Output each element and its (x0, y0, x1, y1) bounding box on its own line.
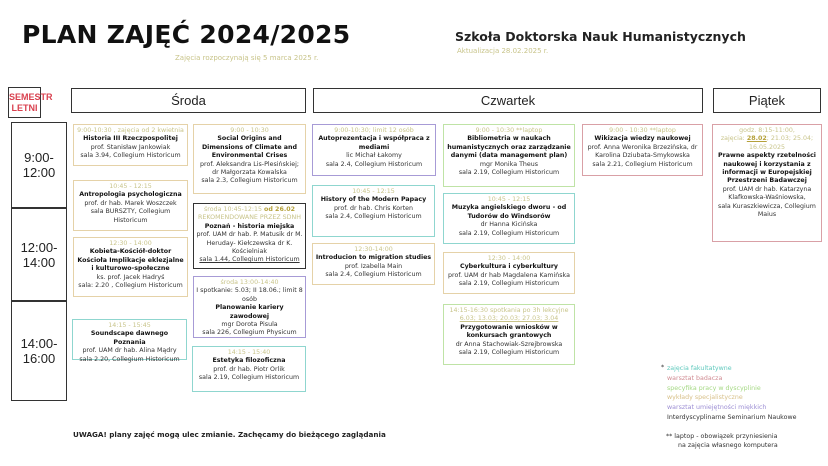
page-title: PLAN ZAJĘĆ 2024/2025 (22, 20, 351, 49)
school-name: Szkoła Doktorska Nauk Humanistycznych (455, 29, 746, 44)
course-note: REKOMENDOWANE PRZEZ SDNH (198, 214, 301, 222)
course-dates-rest: ; 21.03; 25.04; 16.05.2025 (748, 135, 814, 151)
course-card (193, 276, 306, 338)
legend-item-seminarium: Interdyscyplinarne Seminarium Naukowe (667, 413, 797, 421)
course-lecturer: prof. Anna Weronika Brzezińska, dr Karolina Dziubata-Smykowska (587, 143, 698, 160)
course-room: sala BURSZTY, Collegium Historicum (90, 208, 171, 224)
time-slot-morning (11, 122, 67, 208)
course-time: 9:00-10:30 , zajęcia od 2 kwietnia (77, 127, 184, 134)
course-room: sala 2.19, Collegium Historicum (458, 229, 560, 237)
course-time: 12:30 - 14:00 (109, 240, 152, 247)
course-lecturer: dr Anna Stachowiak-Szrejbrowska (455, 340, 563, 348)
course-card (443, 304, 575, 365)
course-title: Estetyka filozoficzna (212, 357, 286, 365)
course-time: godz. 8:15-11:00, (739, 127, 795, 134)
course-title: Social Origins and Dimensions of Climate and Environmental Crises (201, 135, 298, 160)
course-title: Soundscape dawnego Poznania (90, 330, 169, 346)
course-card (312, 185, 435, 237)
course-room: sala 2.19, Collegium Historicum (458, 349, 560, 357)
course-time: 14:15 - 15:40 (227, 349, 271, 356)
legend-item-specyfika: specyfika pracy w dyscyplinie (667, 384, 761, 392)
course-start-date: od 26.02 (264, 206, 295, 213)
course-time: 14:15-16:30 spotkania po 3h lekcyjne (449, 307, 569, 314)
course-card (193, 124, 306, 194)
course-room: sala 2.4, Collegium Historicum (325, 160, 423, 168)
course-room: sala 2.19, Collegium Historicum (458, 169, 560, 177)
laptop-note-line2: na zajęcia własnego komputera (678, 442, 778, 449)
course-title: Kobieta-Kościół-doktor Kościoła Implikacje eklezjalne i kulturowo-społeczne (77, 248, 184, 273)
time-slot-start: 9:00- (24, 150, 54, 165)
course-title: Bibliometria w naukach humanistycznych oraz zarządzanie danymi (data management plan) (447, 135, 571, 160)
legend-star: * (661, 364, 665, 371)
course-card (73, 180, 188, 231)
time-slot-end: 16:00 (22, 351, 56, 366)
course-card (712, 124, 822, 242)
course-lecturer: mgr Monika Theus (479, 160, 539, 168)
course-time: 10:45 - 12:15 (109, 183, 152, 190)
course-card (193, 203, 306, 269)
course-room: sala 2.4, Collegium Historicum (325, 213, 422, 221)
course-lecturer: ks. prof. Jacek Hadryś (96, 273, 165, 281)
course-lecturer: prof. dr hab. Chris Korten (333, 204, 414, 212)
course-lecturer: prof. Izabella Main (344, 262, 403, 270)
course-title: Wikizacja wiedzy naukowej (594, 135, 691, 143)
course-time: 10:45 - 12:15 (352, 188, 395, 195)
semester-label (8, 87, 53, 118)
legend-item-miekkie: warsztat umiejętności miękkich (667, 404, 767, 412)
course-title: Przygotowanie wniosków w konkursach grantowych (460, 323, 558, 340)
course-room: sala 2.3, Collegium Historicum (201, 177, 298, 185)
legend-item-warsztat-badacza: warsztat badacza (667, 374, 723, 382)
start-note: Zajęcia rozpoczynają się 5 marca 2025 r. (175, 54, 319, 62)
course-lecturer: prof. Aleksandra Lis-Plesińskiej; dr Małgorzata Kowalska (200, 160, 299, 177)
course-time: 12:30-14:00 (354, 246, 393, 253)
course-room: sala 2.19, Collegium Historicum (198, 374, 300, 382)
day-header-piatek: Piątek (713, 88, 821, 113)
course-room: sala Kuraszkiewicza, Collegium Maius (718, 202, 816, 219)
course-time: 9:00 - 10:30 **laptop (475, 127, 543, 134)
course-room: sala 226, Collegium Physicum (202, 329, 297, 337)
course-lecturer: prof. UAM dr hab. Alina Mądry (82, 347, 177, 355)
course-lecturer: mgr Dorota Pisula (221, 321, 278, 329)
course-title: Planowanie kariery zawodowej (215, 304, 284, 320)
course-title: Historia III Rzeczpospolitej (83, 135, 178, 143)
course-time-text: środa 10:45-12:15 (204, 206, 263, 213)
course-title: Prawne aspekty rzetelności naukowej i korzystania z informacji w Europejskiej Przestrzeni Badawczej (718, 152, 816, 185)
course-card (443, 124, 575, 187)
course-card (312, 243, 435, 285)
course-time: 12:30 - 14:00 (487, 255, 531, 262)
legend-item-wyklady: wykłady specjalistyczne (667, 394, 743, 402)
time-slot-start: 14:00- (20, 336, 58, 351)
course-time: 14:15 - 15:45 (108, 322, 151, 329)
course-lecturer: prof. UAM dr hab. Katarzyna Klafkowska-Waśniowska, (722, 185, 812, 202)
semester-line2: LETNI (11, 103, 38, 113)
course-dates (715, 135, 819, 152)
course-time: 10:45 - 12:15 (487, 196, 531, 203)
course-room: sala: 2.20 , Collegium Historicum (78, 282, 183, 290)
course-time (196, 206, 303, 214)
course-title: History of the Modern Papacy (320, 196, 427, 204)
warning-note: UWAGA! plany zajęć mogą ulec zmianie. Zachęcamy do bieżącego zaglądania (73, 430, 386, 439)
course-lecturer: prof. dr hab. Marek Woszczek (84, 199, 177, 207)
course-time: środa 13:00-14:40 (220, 279, 279, 286)
course-card (582, 124, 703, 176)
course-time: 9:00 - 10:30 (230, 127, 269, 134)
course-card (443, 252, 575, 294)
time-slot-end: 14:00 (22, 254, 56, 270)
course-room: sala 3.94, Collegium Historicum (80, 152, 181, 160)
course-room: sala 2.4, Collegium Historicum (325, 271, 422, 279)
course-time: 9:00-10:30; limit 12 osób (334, 127, 414, 134)
course-title: Muzyka angielskiego dworu - od Tudorów do Windsorów (451, 204, 567, 220)
course-card (73, 237, 188, 297)
course-note: I spotkanie: 5.03; II 18.06.; limit 8 osób (196, 287, 303, 303)
course-title: Poznań - historia miejska (204, 222, 295, 230)
semester-line1: SEMESTR (9, 92, 53, 102)
course-room: sala 2.20, Collegium Historicum (79, 355, 180, 363)
course-room: sala 1.44, Collegium Historicum (199, 256, 300, 264)
course-lecturer: dr Hanna Kicińska (480, 221, 538, 229)
laptop-note (666, 432, 778, 450)
course-title: Cyberkultura i cyberkultury (459, 263, 559, 271)
course-card (312, 124, 436, 176)
laptop-note-line1: ** laptop - obowiązek przyniesienia (666, 433, 778, 440)
course-lecturer: prof. dr hab. Piotr Orlik (213, 365, 285, 373)
course-time: 9:00 - 10:30 **laptop (609, 127, 676, 134)
course-dates-prefix: zajęcia: (720, 135, 745, 143)
course-title: Introducion to migration studies (315, 254, 432, 262)
course-title: Antropologia psychologiczna (79, 191, 182, 199)
course-card (72, 319, 187, 363)
time-slot-midday (11, 208, 67, 301)
course-dates: 6.03; 13.03; 20.03; 27.03; 3.04 (459, 315, 559, 323)
course-room: sala 2.19, Collegium Historicum (458, 280, 560, 288)
course-lecturer: prof. Stanisław Jankowiak (90, 143, 171, 151)
course-room: sala 2.21, Collegium Historicum (592, 160, 693, 168)
course-lecturer: lic Michał Łakomy (346, 152, 402, 160)
course-lecturer: prof. UAM dr hab. P. Matusik dr M. Heruday- Kiełczewska dr K. Kościelniak (196, 231, 303, 256)
update-date: Aktualizacja 28.02.2025 r. (457, 47, 549, 55)
course-card (73, 124, 188, 166)
legend (661, 364, 797, 423)
course-dates-highlight: 28.02 (746, 135, 767, 143)
time-slot-start: 12:00- (20, 239, 58, 255)
legend-item-fakultatywne: zajęcia fakultatywne (667, 365, 732, 372)
day-header-czwartek: Czwartek (313, 88, 703, 113)
course-card (443, 193, 575, 244)
course-title: Autoprezentacja i współpraca z mediami (318, 135, 430, 151)
time-slot-end: 12:00 (22, 165, 56, 180)
course-lecturer: prof. UAM dr hab Magdalena Kamińska (448, 271, 570, 279)
time-slot-afternoon (11, 301, 67, 401)
day-header-sroda: Środa (71, 88, 306, 113)
course-card (192, 346, 306, 392)
